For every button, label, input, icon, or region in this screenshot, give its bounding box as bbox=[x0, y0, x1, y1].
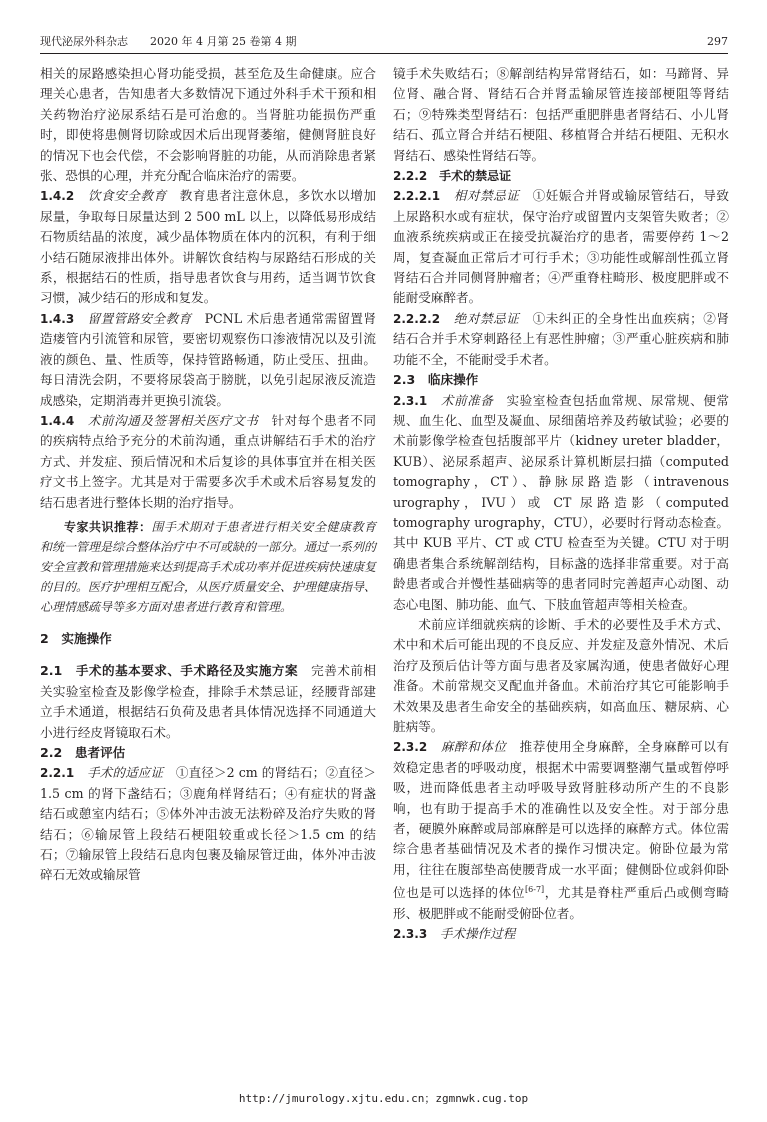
consensus-label: 专家共识推荐： bbox=[64, 519, 152, 534]
running-header bbox=[40, 35, 728, 54]
section-number: 2.2.1 bbox=[40, 766, 75, 781]
section-number: 2.3.2 bbox=[393, 740, 428, 755]
right-column bbox=[393, 64, 729, 945]
section-text: ①妊娠合并肾或输尿管结石，导致上尿路积水或有症状，保守治疗或留置内支架管失败者；②血液系统疾病或正在接受抗凝治疗的患者，需要停药 1～2 周，复查凝血正常后才可行手术；③功能性或解剖性孤立肾肾结石合并同侧肾肿瘤者；④严重脊柱畸形、极度肥胖或不能耐受麻醉者。 bbox=[393, 188, 730, 306]
section-text: 实验室检查包括血常规、尿常规、便常规、血生化、血型及凝血、尿细菌培养及药敏试验；必要的术前影像学检查包括腹部平片（kidney ureter bladder，KUB）、泌尿系超声、泌尿系计算机断层扫描（computed tomography，CT）、静脉尿路造影（intravenous urography，IVU）或 CT 尿路造影（computed tomography urography，CTU），必要时行肾动态检查。其中 KUB 平片、CT 或 CTU 检查至为关键。CTU 对于明确患者集合系统解剖结构，目标盏的选择非常重要。对于高龄患者或合并慢性基础病等的患者同时完善超声心动图、动态心电图、肺功能、血气、下肢血管超声等相关检查。 bbox=[393, 392, 730, 612]
section-number: 1.4.3 bbox=[40, 311, 75, 326]
section-title: 手术的适应证 bbox=[86, 765, 164, 781]
section-2-2-heading: 2.2 患者评估 bbox=[40, 744, 126, 760]
section-text: 针对每个患者不同的疾病特点给予充分的术前沟通，重点讲解结石手术的治疗方式、并发症、预后情况和术后复诊的具体事宜并在相关医疗文书上签字。尤其是对于需要多次手术或术后容易复发的结石患者进行整体长期的治疗指导。 bbox=[40, 412, 377, 510]
section-text: ①未纠正的全身性出血疾病；②肾结石合并手术穿刺路径上有恶性肿瘤；③严重心脏疾病和肺功能不全，不能耐受手术者。 bbox=[393, 310, 730, 367]
section-title: 麻醉和体位 bbox=[440, 739, 507, 755]
section-text: PCNL 术后患者通常需留置肾造瘘管内引流管和尿管，要密切观察伤口渗液情况以及引流液的颜色、量、性质等，保持管路畅通，防止受压、扭曲。每日清洗会阴，不要将尿袋高于膀胱，以免引起尿液反流造成感染，定期消毒并更换引流袋。 bbox=[40, 310, 377, 408]
section-2-heading: 2 实施操作 bbox=[40, 630, 112, 646]
section-number: 2.3.1 bbox=[393, 393, 428, 408]
section-title: 2.1 手术的基本要求、手术路径及实施方案 bbox=[40, 663, 299, 679]
expert-consensus bbox=[40, 517, 376, 617]
section-number: 2.3.3 bbox=[393, 927, 428, 942]
paragraph-preop: 术前应详细就疾病的诊断、手术的必要性及手术方式、术中和术后可能出现的不良反应、并发症及意外情况、术后治疗及预后估计等方面与患者及家属沟通，使患者做好心理准备。术前常规交叉配血并备血。术前治疗其它可能影响手术效果及患者生命安全的基础疾病，如高血压、糖尿病、心脏病等。 bbox=[393, 616, 729, 734]
section-title: 术前准备 bbox=[440, 392, 494, 408]
citation-reference[interactable]: [6-7] bbox=[525, 885, 545, 895]
page-number: 297 bbox=[707, 35, 728, 48]
section-2-2-2-1 bbox=[393, 186, 729, 308]
section-number: 1.4.2 bbox=[40, 189, 75, 204]
section-text-tail: ，尤其是脊柱严重后凸或侧弯畸形、极肥胖或不能耐受俯卧位者。 bbox=[393, 885, 729, 921]
section-number: 2.2.2.1 bbox=[393, 189, 441, 204]
section-text: 教育患者注意休息，多饮水以增加尿量，争取每日尿量达到 2 500 mL 以上，以降低易形成结石物质结晶的浓度，减少晶体物质在体内的沉积，有利于细小结石随尿液排出体外。讲解饮食结构与尿路结石形成的关系，根据结石的性质，指导患者饮食与用药，适当调节饮食习惯，减少结石的形成和复发。 bbox=[40, 188, 377, 306]
paragraph-continued: 相关的尿路感染担心肾功能受损，甚至危及生命健康。应合理关心患者，告知患者大多数情况下通过外科手术干预和相关药物治疗泌尿系结石是可治愈的。当肾脏功能损伤严重时，即使将患侧肾切除或因术后出现肾萎缩，健侧肾脏良好的情况下也会代偿，不会影响肾脏的功能，从而消除患者紧张、恐惧的心理，并充分配合临床治疗的需要。 bbox=[40, 66, 376, 184]
section-title: 饮食安全教育 bbox=[87, 188, 167, 204]
section-2-2-2-heading: 2.2.2 手术的禁忌证 bbox=[393, 169, 512, 184]
left-column bbox=[40, 64, 376, 886]
section-2-3-2 bbox=[393, 737, 729, 924]
section-2-3-3 bbox=[393, 924, 729, 944]
footer-urls[interactable]: http://jmurology.xjtu.edu.cn；zgmnwk.cug.top bbox=[238, 1092, 529, 1105]
journal-info: 现代泌尿外科杂志 2020 年 4 月第 25 卷第 4 期 bbox=[40, 35, 297, 48]
section-title: 相对禁忌证 bbox=[453, 188, 520, 204]
section-2-3-heading: 2.3 临床操作 bbox=[393, 372, 479, 388]
section-title: 留置管路安全教育 bbox=[87, 310, 192, 326]
section-1-4-4 bbox=[40, 411, 376, 513]
consensus-text: 围手术期对于患者进行相关安全健康教育和统一管理是综合整体治疗中不可或缺的一部分。通过一系列的安全宣教和管理措施来达到提高手术成功率并促进疾病快速康复的目的。医疗护理相互配合，从医疗质量安全、护理健康指导、心理情感疏导等多方面对患者进行教育和管理。 bbox=[40, 519, 377, 614]
section-1-4-3 bbox=[40, 309, 376, 411]
section-1-4-2 bbox=[40, 186, 376, 308]
section-2-2-2-2 bbox=[393, 309, 729, 370]
section-text: 完善术前相关实验室检查及影像学检查，排除手术禁忌证，经腰背部建立手术通道，根据结石负荷及患者具体情况选择不同通道大小进行经皮肾镜取石术。 bbox=[40, 663, 377, 740]
section-text: 推荐使用全身麻醉，全身麻醉可以有效稳定患者的呼吸动度，根据术中需要调整潮气量或暂停呼吸，进而降低患者主动呼吸导致肾脏移动所产生的不良影响，也有助于提高手术的准确性以及安全性。对于部分患者，硬膜外麻醉或局部麻醉是可以选择的麻醉方式。体位需综合患者基础情况及术者的操作习惯决定。俯卧位最为常用，往往在腹部垫高使腰背成一水平面；健侧卧位或斜仰卧位也是可以选择的体位 bbox=[393, 739, 730, 901]
section-number: 2.2.2.2 bbox=[393, 311, 441, 326]
section-2-3-1 bbox=[393, 391, 729, 615]
section-title: 绝对禁忌证 bbox=[453, 310, 520, 326]
section-title: 术前沟通及签署相关医疗文书 bbox=[87, 412, 259, 428]
section-text: ①直径＞2 cm 的肾结石；②直径＞1.5 cm 的肾下盏结石；③鹿角样肾结石；④有症状的肾盏结石或憩室内结石；⑤体外冲击波无法粉碎及治疗失败的肾结石；⑥输尿管上段结石梗阻较重或长径＞1.5 cm 的结石；⑦输尿管上段结石息肉包裹及输尿管迂曲，体外冲击波碎石无效或输尿管 bbox=[40, 765, 377, 883]
section-2-2-1 bbox=[40, 763, 376, 885]
section-number: 1.4.4 bbox=[40, 413, 75, 428]
section-2-1 bbox=[40, 661, 376, 743]
section-title: 手术操作过程 bbox=[439, 926, 516, 942]
paragraph-continued: 镜手术失败结石；⑧解剖结构异常肾结石，如：马蹄肾、异位肾、融合肾、肾结石合并肾盂输尿管连接部梗阻等肾结石；⑨特殊类型肾结石：包括严重肥胖患者肾结石、小儿肾结石、孤立肾合并结石梗阻、移植肾合并结石梗阻、无积水肾结石、感染性肾结石等。 bbox=[393, 66, 729, 163]
